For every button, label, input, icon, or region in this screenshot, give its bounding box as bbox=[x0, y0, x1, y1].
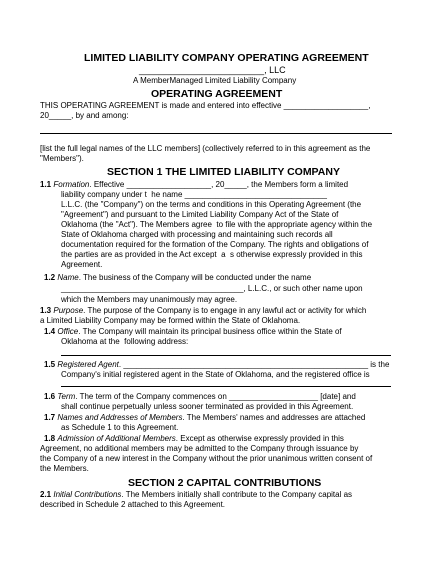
clause-number: 1.7 bbox=[44, 413, 56, 422]
clause-number: 1.3 bbox=[40, 306, 52, 315]
clause-text: . Except as otherwise expressly provided in this bbox=[175, 434, 344, 443]
clause-1-1-line: liability company under t he name ________________________________ bbox=[61, 190, 327, 199]
intro-line-2: 20_____, by and among: bbox=[40, 111, 129, 120]
clause-term: Initial Contributions bbox=[53, 490, 122, 499]
clause-term: Term bbox=[57, 392, 76, 401]
section-2-heading: SECTION 2 CAPITAL CONTRIBUTIONS bbox=[128, 477, 322, 489]
clause-1-2-line: _________________________________________, L.L.C., or such other name upon bbox=[61, 284, 363, 293]
clause-1-2-line: which the Members may unanimously may agree. bbox=[61, 295, 238, 304]
clause-2-1-line: described in Schedule 2 attached to this Agreement. bbox=[40, 500, 226, 509]
clause-1-4 bbox=[44, 327, 342, 337]
clause-1-1 bbox=[40, 180, 348, 190]
clause-text: . The purpose of the Company is to engage in any lawful act or activity for which bbox=[83, 306, 367, 315]
address-rule bbox=[61, 355, 391, 356]
clause-1-7-line: as Schedule 1 to this Agreement. bbox=[61, 423, 179, 432]
section-1-heading: SECTION 1 THE LIMITED LIABILITY COMPANY bbox=[107, 166, 340, 178]
document-title: LIMITED LIABILITY COMPANY OPERATING AGREEMENT bbox=[84, 52, 369, 64]
clause-number: 1.4 bbox=[44, 327, 56, 336]
clause-number: 1.1 bbox=[40, 180, 52, 189]
clause-1-1-line: L.L.C. (the "Company") on the terms and conditions in this Operating Agreement (the bbox=[61, 200, 362, 209]
clause-1-8-line: the Members. bbox=[40, 464, 89, 473]
clause-1-2 bbox=[44, 273, 311, 283]
clause-text: . The Members initially shall contribute to the Company capital as bbox=[121, 490, 353, 499]
document-subtitle: A MemberManaged Limited Liability Company bbox=[133, 76, 297, 85]
clause-text: . _______________________________________________________ is the bbox=[118, 360, 390, 369]
clause-number: 2.1 bbox=[40, 490, 52, 499]
clause-1-4-line: Oklahoma at the following address: bbox=[61, 337, 189, 346]
members-line-1: [list the full legal names of the LLC members] (collectively referred to in this agreement as the bbox=[40, 144, 371, 153]
clause-1-8-line: Agreement, no additional members may be admitted to the Company through issuance by bbox=[40, 444, 359, 453]
agreement-heading: OPERATING AGREEMENT bbox=[151, 88, 283, 100]
clause-term: Office bbox=[57, 327, 79, 336]
clause-term: Formation bbox=[53, 180, 90, 189]
clause-1-1-line: "Agreement") and pursuant to the Limited Liability Company Act of the State of bbox=[61, 210, 339, 219]
clause-term: Registered Agent bbox=[57, 360, 119, 369]
clause-1-3-line: a Limited Liability Company may be formed within the State of Oklahoma. bbox=[40, 316, 301, 325]
clause-text: . Effective ___________________, 20_____, the Members form a limited bbox=[89, 180, 349, 189]
clause-term: Purpose bbox=[53, 306, 84, 315]
clause-term: Name bbox=[57, 273, 79, 282]
members-line-2: "Members"). bbox=[40, 154, 84, 163]
clause-1-5 bbox=[44, 360, 389, 370]
clause-1-6 bbox=[44, 392, 356, 402]
clause-1-3 bbox=[40, 306, 366, 316]
clause-1-8 bbox=[44, 434, 344, 444]
clause-term: Admission of Additional Members bbox=[57, 434, 176, 443]
clause-text: . The business of the Company will be conducted under the name bbox=[78, 273, 312, 282]
clause-1-7 bbox=[44, 413, 365, 423]
clause-text: . The Company will maintain its principal business office within the State of bbox=[78, 327, 342, 336]
clause-1-8-line: the Company of a new interest in the Company without the prior unanimous written consent of bbox=[40, 454, 373, 463]
intro-line-1: THIS OPERATING AGREEMENT is made and entered into effective ___________________, bbox=[40, 101, 371, 110]
registered-office-rule bbox=[61, 386, 391, 387]
clause-1-1-line: Oklahoma (the "Act"). The Members agree to file with the appropriate agency within the bbox=[61, 220, 373, 229]
clause-number: 1.5 bbox=[44, 360, 56, 369]
clause-term: Names and Addresses of Members bbox=[57, 413, 183, 422]
clause-number: 1.8 bbox=[44, 434, 56, 443]
clause-1-1-line: the parties are as provided in the Act except a s otherwise expressly provided in this bbox=[61, 250, 363, 259]
members-rule bbox=[40, 133, 392, 134]
clause-1-1-line: documentation required for the formation of the Company. The rights and obligations of bbox=[61, 240, 369, 249]
clause-1-1-line: Agreement. bbox=[61, 260, 103, 269]
clause-1-6-line: shall continue perpetually unless sooner terminated as provided in this Agreement. bbox=[61, 402, 354, 411]
clause-text: . The Members' names and addresses are attached bbox=[182, 413, 366, 422]
clause-1-5-line: Company's initial registered agent in the State of Oklahoma, and the registered office is bbox=[61, 370, 370, 379]
clause-number: 1.6 bbox=[44, 392, 56, 401]
clause-text: . The term of the Company commences on ____________________ [date] and bbox=[75, 392, 356, 401]
clause-number: 1.2 bbox=[44, 273, 56, 282]
clause-1-1-line: State of Oklahoma charged with processing and maintaining such records all bbox=[61, 230, 333, 239]
clause-2-1 bbox=[40, 490, 352, 500]
llc-name-blank: _________________________, LLC bbox=[139, 65, 286, 75]
